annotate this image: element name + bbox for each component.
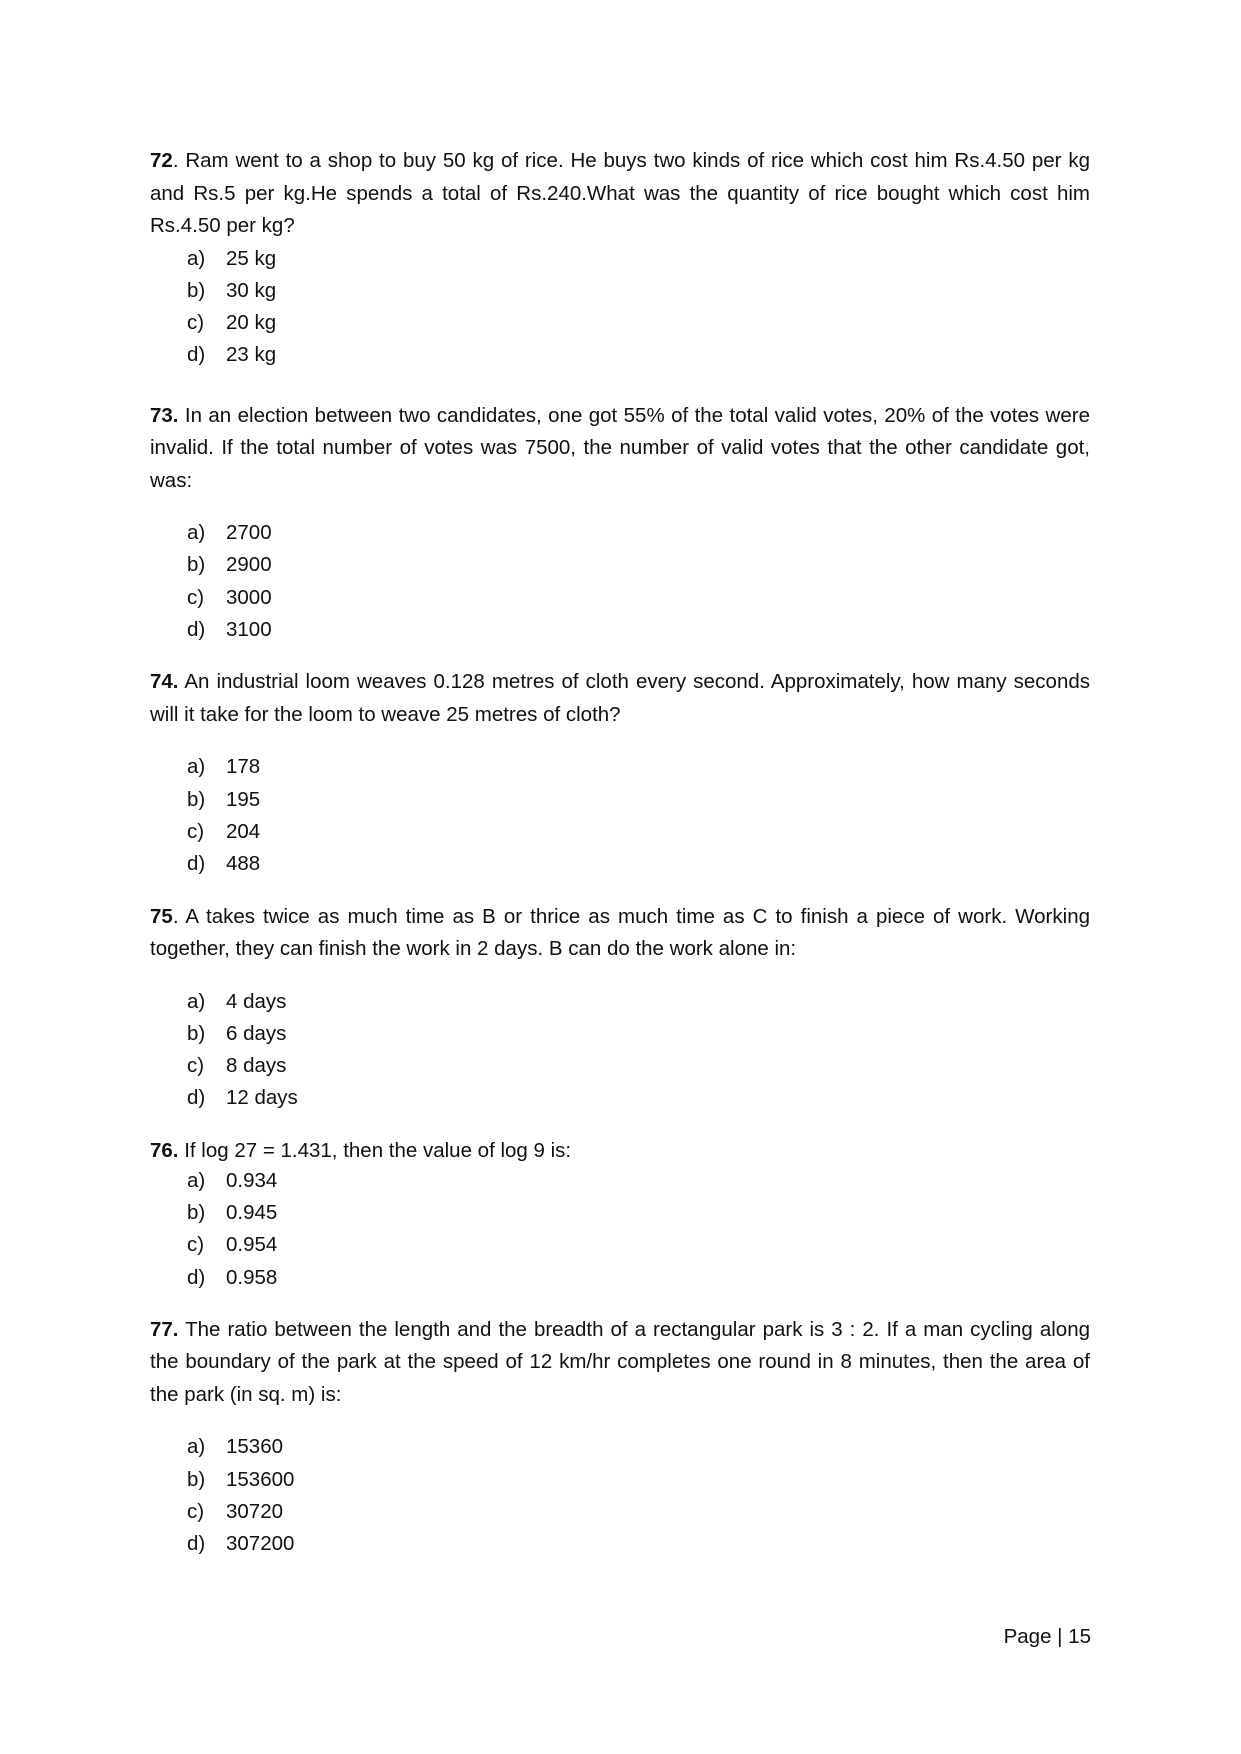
option-value: 0.945 xyxy=(226,1201,278,1225)
question-body: Ram went to a shop to buy 50 kg of rice. He buys two kinds of rice which cost him Rs.4.50 per kg and Rs.5 per kg.He spends a total of Rs.240.What was the quantity of rice bought which cost him Rs.4.50 per kg? xyxy=(150,149,1090,237)
option-b xyxy=(187,549,1090,581)
question-number: 72 xyxy=(150,149,173,172)
option-b xyxy=(187,1197,1090,1229)
option-b xyxy=(187,784,1090,816)
option-value: 3100 xyxy=(226,618,272,642)
question-text xyxy=(150,1314,1090,1412)
option-d xyxy=(187,1262,1090,1294)
option-letter: a) xyxy=(187,1168,206,1192)
option-d xyxy=(187,848,1090,880)
option-d xyxy=(187,339,1090,371)
question-body: The ratio between the length and the breadth of a rectangular park is 3 : 2. If a man cycling along the boundary of the park at the speed of 12 km/hr completes one round in 8 minutes, then the area of the park (in sq. m) is: xyxy=(150,1317,1090,1406)
option-letter: c) xyxy=(187,585,205,609)
option-value: 2900 xyxy=(226,553,272,577)
option-c xyxy=(187,816,1090,848)
option-d xyxy=(187,614,1090,646)
option-value: 4 days xyxy=(226,989,287,1013)
question-number: 77. xyxy=(150,1317,179,1341)
question-number-suffix: . xyxy=(172,904,179,928)
option-value: 204 xyxy=(226,819,261,843)
option-b xyxy=(187,275,1090,307)
option-c xyxy=(187,1496,1090,1528)
option-letter: c) xyxy=(187,819,205,843)
option-a xyxy=(187,751,1090,783)
option-value: 30720 xyxy=(226,1500,284,1524)
option-value: 178 xyxy=(226,755,261,779)
option-value: 23 kg xyxy=(226,343,277,367)
option-letter: c) xyxy=(187,1233,205,1257)
option-value: 15360 xyxy=(226,1435,284,1459)
option-letter: c) xyxy=(187,311,205,335)
option-letter: b) xyxy=(187,1467,206,1491)
option-c xyxy=(187,1229,1090,1261)
option-letter: a) xyxy=(187,246,206,270)
option-a xyxy=(187,1165,1090,1197)
question-body: An industrial loom weaves 0.128 metres of cloth every second. Approximately, how many seconds will it take for the loom to weave 25 metres of cloth? xyxy=(150,670,1090,726)
option-letter: b) xyxy=(187,278,206,302)
option-value: 25 kg xyxy=(226,246,277,270)
question-number: 74. xyxy=(150,670,179,694)
page-number: Page | 15 xyxy=(1003,1625,1091,1648)
option-letter: c) xyxy=(187,1054,205,1078)
question-text xyxy=(150,145,1090,243)
option-letter: d) xyxy=(187,1532,206,1556)
option-a xyxy=(187,243,1090,275)
question-text xyxy=(150,400,1090,498)
option-letter: b) xyxy=(187,1021,206,1045)
options-list xyxy=(150,751,1090,880)
option-letter: b) xyxy=(187,553,206,577)
option-letter: c) xyxy=(187,1500,205,1524)
question-number: 75 xyxy=(150,904,173,928)
options-list xyxy=(150,1165,1090,1294)
option-value: 488 xyxy=(226,852,261,876)
option-c xyxy=(187,582,1090,614)
option-value: 0.954 xyxy=(226,1233,278,1257)
options-list xyxy=(150,986,1090,1115)
question-73 xyxy=(150,400,1090,647)
option-a xyxy=(187,517,1090,549)
options-list xyxy=(150,517,1090,646)
option-c xyxy=(187,307,1090,339)
option-value: 30 kg xyxy=(226,278,277,302)
option-value: 8 days xyxy=(226,1054,287,1078)
option-value: 6 days xyxy=(226,1021,287,1045)
question-text xyxy=(150,901,1090,966)
option-value: 0.934 xyxy=(226,1168,278,1192)
option-value: 2700 xyxy=(226,521,272,545)
question-body: If log 27 = 1.431, then the value of log 9 is: xyxy=(178,1138,572,1162)
question-75 xyxy=(150,901,1090,1115)
question-text xyxy=(150,666,1090,731)
option-letter: d) xyxy=(187,618,206,642)
question-74 xyxy=(150,666,1090,880)
option-b xyxy=(187,1464,1090,1496)
option-letter: d) xyxy=(187,1265,206,1289)
option-c xyxy=(187,1050,1090,1082)
option-value: 0.958 xyxy=(226,1265,278,1289)
question-72 xyxy=(150,145,1090,372)
option-a xyxy=(187,1431,1090,1463)
option-letter: a) xyxy=(187,1435,206,1459)
question-number: 73. xyxy=(150,403,179,427)
option-letter: a) xyxy=(187,989,206,1013)
option-letter: b) xyxy=(187,787,206,811)
option-letter: d) xyxy=(187,1086,206,1110)
option-value: 153600 xyxy=(226,1467,295,1491)
question-body: In an election between two candidates, one got 55% of the total valid votes, 20% of the votes were invalid. If the total number of votes was 7500, the number of valid votes that the other candidate got, was: xyxy=(150,403,1090,492)
question-list xyxy=(150,145,1090,1561)
question-text xyxy=(150,1137,1090,1165)
question-76 xyxy=(150,1137,1090,1294)
option-letter: a) xyxy=(187,755,206,779)
option-d xyxy=(187,1528,1090,1560)
option-d xyxy=(187,1082,1090,1114)
option-value: 307200 xyxy=(226,1532,295,1556)
options-list xyxy=(150,1431,1090,1560)
option-letter: d) xyxy=(187,343,206,367)
question-77 xyxy=(150,1314,1090,1561)
option-value: 3000 xyxy=(226,585,272,609)
options-list xyxy=(150,243,1090,372)
question-number: 76. xyxy=(150,1138,179,1162)
option-value: 12 days xyxy=(226,1086,298,1110)
option-a xyxy=(187,986,1090,1018)
option-b xyxy=(187,1018,1090,1050)
question-body: A takes twice as much time as B or thrice as much time as C to finish a piece of work. Working together, they can finish the work in 2 days. B can do the work alone in: xyxy=(150,904,1090,961)
option-letter: d) xyxy=(187,852,206,876)
option-value: 20 kg xyxy=(226,311,277,335)
option-value: 195 xyxy=(226,787,261,811)
option-letter: a) xyxy=(187,521,206,545)
option-letter: b) xyxy=(187,1201,206,1225)
question-number-suffix: . xyxy=(172,149,179,172)
